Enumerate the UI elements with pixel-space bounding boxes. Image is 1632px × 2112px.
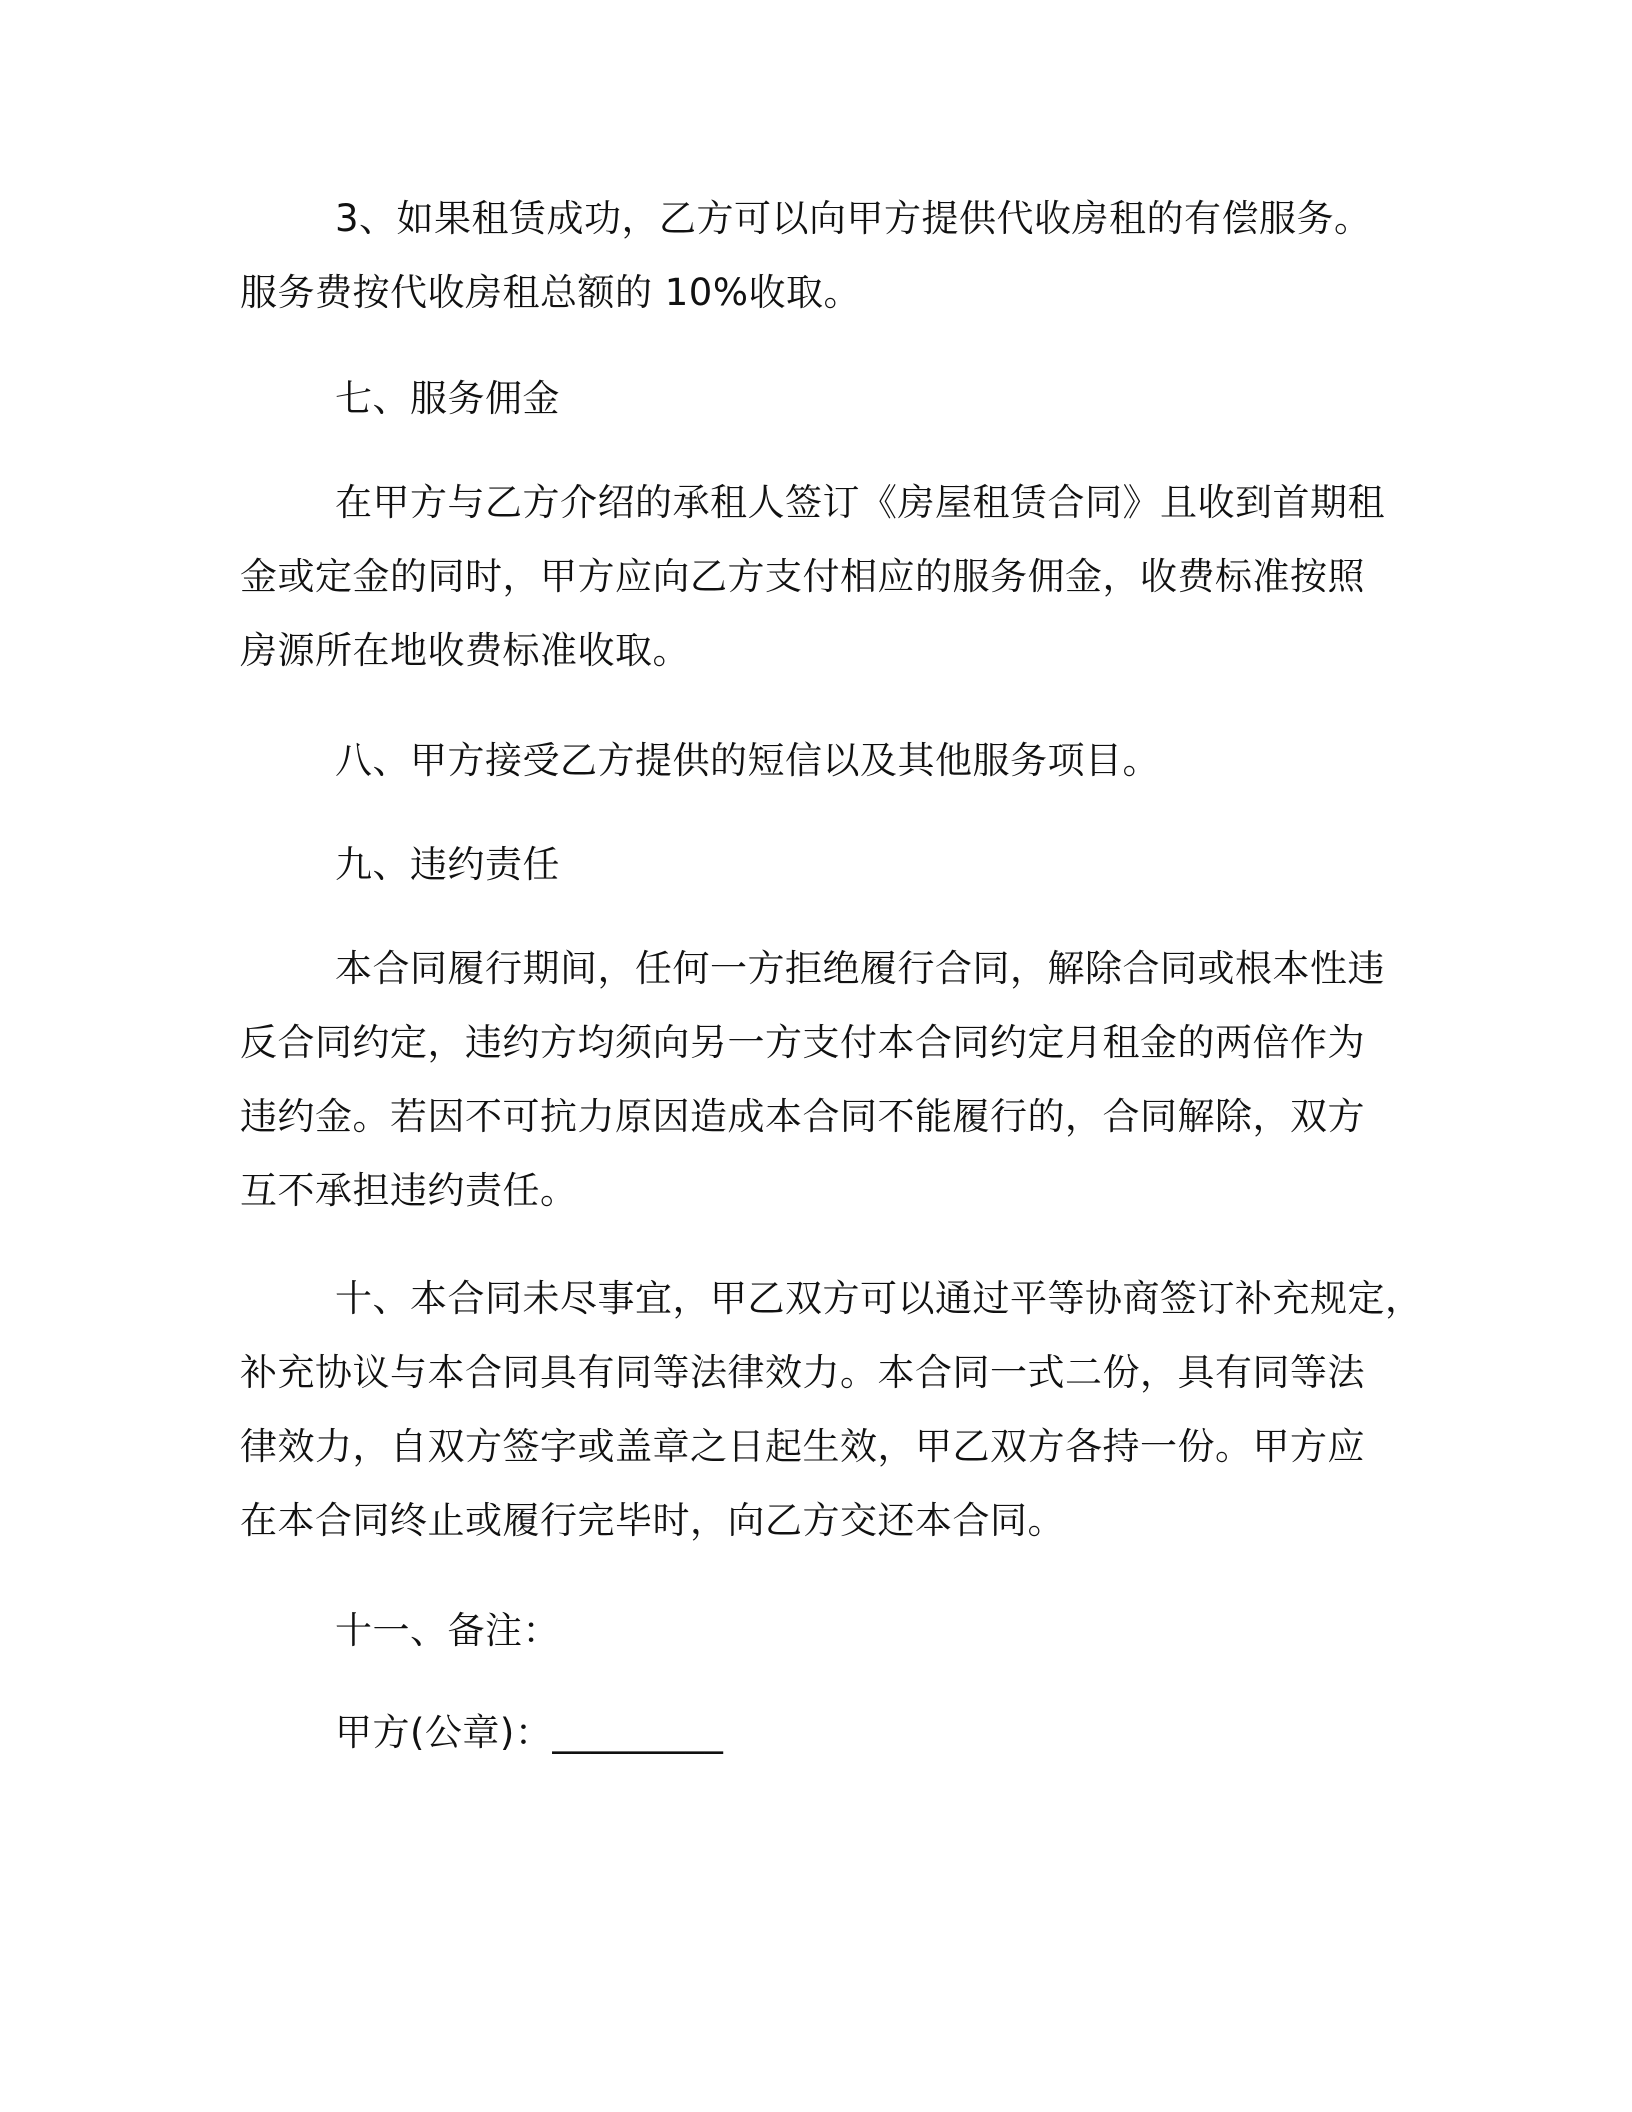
section-heading: 十一、备注： xyxy=(335,1609,560,1652)
clause-10 xyxy=(240,1262,1423,1558)
section-7-heading xyxy=(240,362,1400,436)
paragraph-line: 本合同履行期间，任何一方拒绝履行合同，解除合同或根本性违 xyxy=(335,947,1385,990)
paragraph-line: 反合同约定，违约方均须向另一方支付本合同约定月租金的两倍作为 xyxy=(240,1021,1365,1064)
paragraph-line: 在本合同终止或履行完毕时，向乙方交还本合同。 xyxy=(240,1499,1065,1542)
paragraph-line: 服务费按代收房租总额的 10%收取。 xyxy=(240,271,861,314)
clause-6-item-3 xyxy=(240,182,1400,330)
clause-8 xyxy=(240,724,1400,798)
signature-party-a xyxy=(240,1696,1400,1770)
paragraph-line: 律效力，自双方签字或盖章之日起生效，甲乙双方各持一份。甲方应 xyxy=(240,1425,1365,1468)
paragraph-line: 房源所在地收费标准收取。 xyxy=(240,629,690,672)
paragraph-line: 金或定金的同时，甲方应向乙方支付相应的服务佣金，收费标准按照 xyxy=(240,555,1365,598)
section-9-heading xyxy=(240,828,1400,902)
signature-line: 甲方(公章)：_________ xyxy=(335,1711,724,1754)
clause-7-body xyxy=(240,466,1400,688)
paragraph-line: 互不承担违约责任。 xyxy=(240,1169,578,1212)
paragraph-line: 违约金。若因不可抗力原因造成本合同不能履行的，合同解除，双方 xyxy=(240,1095,1365,1138)
paragraph-line: 八、甲方接受乙方提供的短信以及其他服务项目。 xyxy=(335,739,1160,782)
paragraph-line: 补充协议与本合同具有同等法律效力。本合同一式二份，具有同等法 xyxy=(240,1351,1365,1394)
paragraph-line: 在甲方与乙方介绍的承租人签订《房屋租赁合同》且收到首期租 xyxy=(335,481,1385,524)
section-heading: 九、违约责任 xyxy=(335,843,560,886)
section-heading: 七、服务佣金 xyxy=(335,377,560,420)
clause-9-body xyxy=(240,932,1400,1228)
clause-11-remarks xyxy=(240,1594,1400,1668)
paragraph-line: 3、如果租赁成功，乙方可以向甲方提供代收房租的有偿服务。 xyxy=(335,197,1372,240)
paragraph-line: 十、本合同未尽事宜，甲乙双方可以通过平等协商签订补充规定， xyxy=(335,1277,1423,1320)
